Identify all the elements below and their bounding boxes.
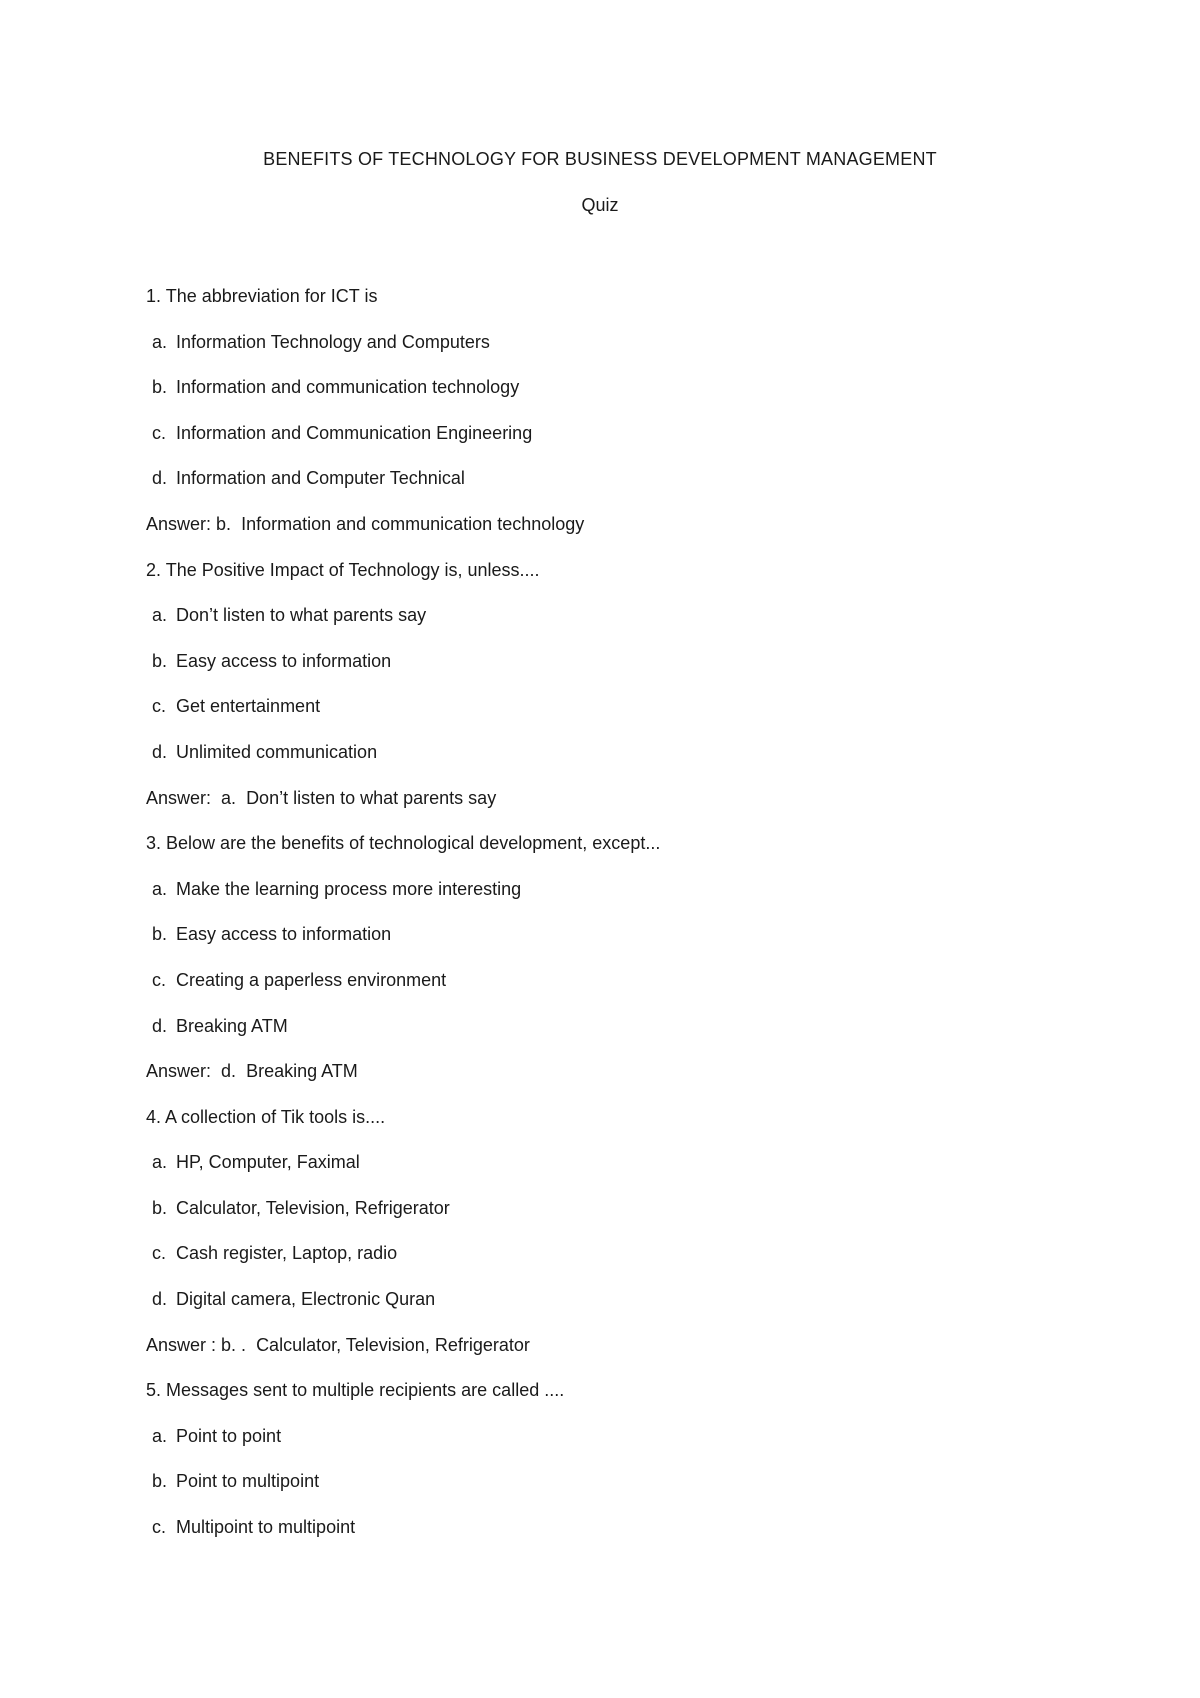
option-letter: b. <box>152 1471 168 1492</box>
option-letter: c. <box>152 969 167 990</box>
answer-text: Don’t listen to what parents say <box>246 787 497 808</box>
option-item <box>146 877 1106 923</box>
answer-text: Information and communication technology <box>241 513 585 534</box>
option-letter: a. <box>152 1152 168 1173</box>
option-text: Breaking ATM <box>176 1015 288 1036</box>
document-subtitle: Quiz <box>581 195 619 215</box>
option-item <box>146 603 1106 649</box>
question-text: Messages sent to multiple recipients are called .... <box>166 1380 565 1401</box>
answer-text: Breaking ATM <box>246 1061 358 1082</box>
option-item <box>146 1241 1106 1287</box>
question-text: The Positive Impact of Technology is, unless.... <box>165 559 540 580</box>
option-item <box>146 1150 1106 1196</box>
option-letter: b. <box>152 377 168 398</box>
question-5 <box>146 1378 1106 1424</box>
option-letter: d. <box>152 468 168 489</box>
option-item <box>146 1014 1106 1060</box>
option-letter: d. <box>152 1289 168 1310</box>
document-title: BENEFITS OF TECHNOLOGY FOR BUSINESS DEVELOPMENT MANAGEMENT <box>263 149 937 169</box>
question-text: The abbreviation for ICT is <box>165 286 378 306</box>
option-letter: a. <box>152 878 168 899</box>
option-item <box>146 968 1106 1014</box>
option-item <box>146 922 1106 968</box>
option-letter: a. <box>152 1425 168 1446</box>
option-text: Point to multipoint <box>176 1471 320 1492</box>
option-item <box>146 375 1106 421</box>
option-text: Information Technology and Computers <box>176 331 490 352</box>
answer-line <box>146 786 1106 832</box>
answer-line <box>146 1059 1106 1105</box>
option-item <box>146 1287 1106 1333</box>
question-number: 3. <box>146 833 162 854</box>
option-letter: a. <box>152 331 168 352</box>
option-item <box>146 1469 1106 1515</box>
option-letter: c. <box>152 422 167 443</box>
option-text: Easy access to information <box>176 924 392 945</box>
option-item <box>146 1424 1106 1470</box>
option-text: Multipoint to multipoint <box>176 1517 356 1538</box>
option-item <box>146 740 1106 786</box>
option-letter: d. <box>152 741 168 762</box>
question-number: 5. <box>146 1380 162 1401</box>
option-letter: d. <box>152 1015 168 1036</box>
option-letter: a. <box>152 605 168 626</box>
option-text: Digital camera, Electronic Quran <box>176 1289 436 1310</box>
answer-text: Calculator, Television, Refrigerator <box>256 1334 530 1355</box>
question-text: Below are the benefits of technological development, except... <box>166 833 661 854</box>
option-letter: c. <box>152 696 167 717</box>
option-text: Make the learning process more interesting <box>176 878 522 899</box>
answer-label: Answer: d. <box>146 1061 237 1082</box>
option-text: Unlimited communication <box>176 741 378 762</box>
option-text: Information and communication technology <box>176 377 520 398</box>
option-text: Don’t listen to what parents say <box>176 605 427 626</box>
answer-label: Answer : b. . <box>146 1334 247 1355</box>
option-letter: b. <box>152 650 168 671</box>
question-number: 1. <box>146 286 162 306</box>
option-item <box>146 330 1106 376</box>
question-number: 2. <box>146 559 162 580</box>
question-4 <box>146 1105 1106 1151</box>
option-text: Point to point <box>176 1425 282 1446</box>
option-item <box>146 1515 1106 1561</box>
option-text: Calculator, Television, Refrigerator <box>176 1197 450 1218</box>
option-text: Creating a paperless environment <box>176 969 447 990</box>
question-1 <box>146 284 1106 330</box>
option-letter: b. <box>152 924 168 945</box>
option-text: Get entertainment <box>176 696 321 717</box>
answer-line <box>146 512 1106 558</box>
option-letter: c. <box>152 1243 167 1264</box>
answer-line <box>146 1333 1106 1379</box>
quiz-list <box>146 284 1106 1561</box>
question-3 <box>146 831 1106 877</box>
option-item <box>146 421 1106 467</box>
answer-label: Answer: b. <box>146 513 232 534</box>
question-2 <box>146 558 1106 604</box>
option-text: HP, Computer, Faximal <box>176 1152 360 1173</box>
question-number: 4. <box>146 1106 162 1127</box>
option-letter: c. <box>152 1517 167 1538</box>
option-item <box>146 694 1106 740</box>
option-letter: b. <box>152 1197 168 1218</box>
question-text: A collection of Tik tools is.... <box>165 1106 386 1127</box>
answer-label: Answer: a. <box>146 787 237 808</box>
option-text: Easy access to information <box>176 650 392 671</box>
option-item <box>146 466 1106 512</box>
option-item <box>146 649 1106 695</box>
option-text: Information and Communication Engineering <box>176 422 533 443</box>
option-item <box>146 1196 1106 1242</box>
option-text: Information and Computer Technical <box>176 468 465 489</box>
option-text: Cash register, Laptop, radio <box>176 1243 398 1264</box>
